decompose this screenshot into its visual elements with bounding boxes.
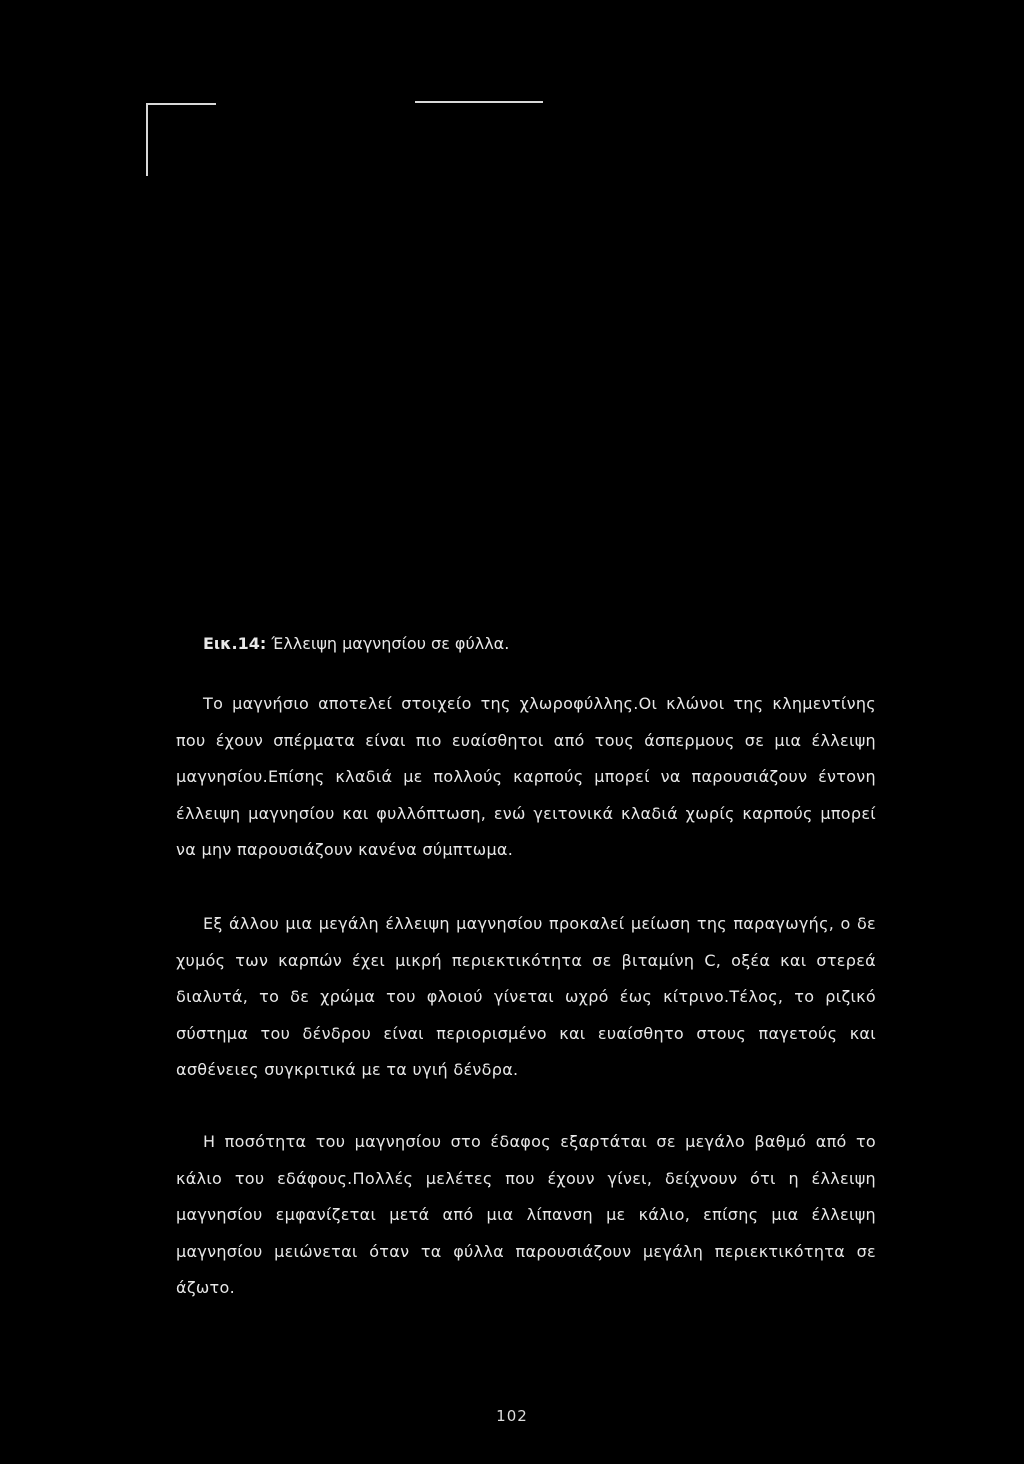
body-paragraph-3 xyxy=(176,1124,876,1307)
paragraph-text: Το μαγνήσιο αποτελεί στοιχείο της χλωροφύλλης.Οι κλώνοι της κλημεντίνης που έχουν σπέρματα είναι πιο ευαίσθητοι από τους άσπερμους σε μια έλλειψη μαγνησίου.Επίσης κλαδιά με πολλούς καρπούς μπορεί να παρουσιάζουν έντονη έλλειψη μαγνησίου και φυλλόπτωση, ενώ γειτονικά κλαδιά χωρίς καρπούς μπορεί να μην παρουσιάζουν κανένα σύμπτωμα. xyxy=(176,694,876,860)
figure-caption-label: Εικ.14: xyxy=(203,634,267,653)
paragraph-text: Εξ άλλου μια μεγάλη έλλειψη μαγνησίου προκαλεί μείωση της παραγωγής, ο δε χυμός των καρπών έχει μικρή περιεκτικότητα σε βιταμίνη C, οξέα και στερεά διαλυτά, το δε χρώμα του φλοιού γίνεται ωχρό έως κίτρινο.Τέλος, το ριζικό σύστημα του δένδρου είναι περιορισμένο και ευαίσθητο στους παγετούς και ασθένειες συγκριτικά με τα υγιή δένδρα. xyxy=(176,914,876,1080)
page-number: 102 xyxy=(496,1407,528,1425)
crop-mark-horizontal-right xyxy=(415,101,543,103)
figure-caption xyxy=(203,632,509,656)
body-paragraph-2 xyxy=(176,906,876,1089)
paragraph-text: Η ποσότητα του μαγνησίου στο έδαφος εξαρτάται σε μεγάλο βαθμό από το κάλιο του εδάφους.Πολλές μελέτες που έχουν γίνει, δείχνουν ότι η έλλειψη μαγνησίου εμφανίζεται μετά από μια λίπανση με κάλιο, επίσης μια έλλειψη μαγνησίου μειώνεται όταν τα φύλλα παρουσιάζουν μεγάλη περιεκτικότητα σε άζωτο. xyxy=(176,1132,876,1298)
crop-mark-vertical xyxy=(146,104,148,176)
body-paragraph-1 xyxy=(176,686,876,869)
crop-mark-horizontal-left xyxy=(146,103,216,105)
figure-caption-text: Έλλειψη μαγνησίου σε φύλλα. xyxy=(271,634,510,653)
